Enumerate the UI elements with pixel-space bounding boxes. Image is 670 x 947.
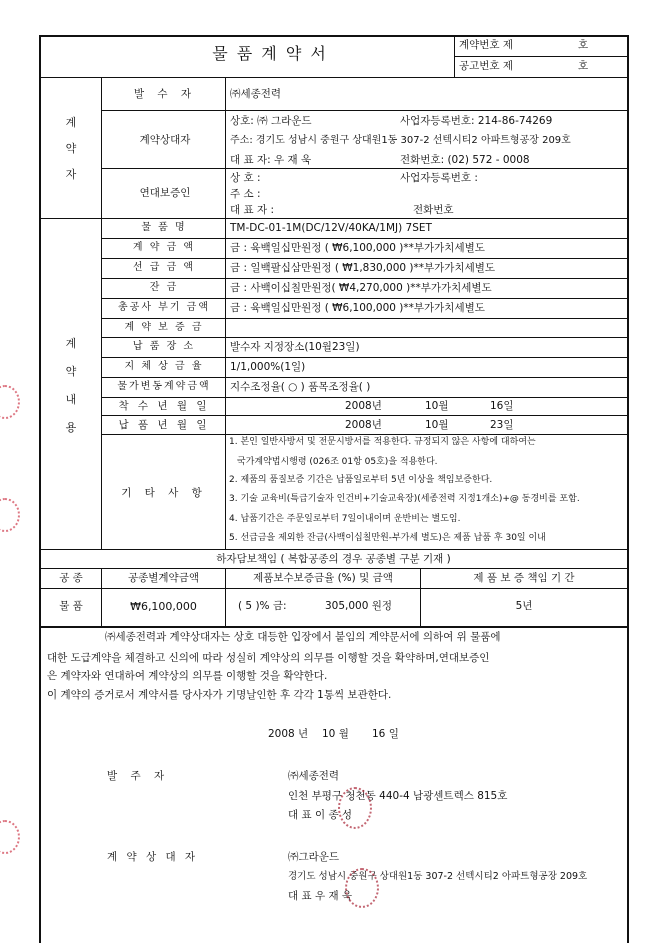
- term-value: 1/1,000%(1일): [230, 361, 306, 373]
- guarantor-company: 상 호 :: [230, 172, 261, 184]
- other-item: 국가계약법시행령 (026조 01항 05호)을 적용한다.: [237, 457, 438, 467]
- counterparty-label: 계약상대자: [139, 134, 191, 146]
- row-line: [101, 258, 628, 259]
- term-label: 선 급 금 액: [132, 262, 196, 273]
- term-label: 물가변동계약금액: [117, 381, 211, 392]
- notice-no-suffix: 호: [578, 60, 589, 72]
- counterparty-phone: 전화번호: (02) 572 - 0008: [400, 154, 530, 166]
- counterparty-regno: 사업자등록번호: 214-86-74269: [400, 115, 553, 127]
- body-line: 이 계약의 증거로서 계약서를 당사자가 기명날인한 후 각각 1통씩 보관한다.: [47, 689, 392, 701]
- row-line: [101, 415, 628, 416]
- row-line: [101, 357, 628, 358]
- term-value: 금 : 육백일십만원정 ( ₩6,100,000 )**부가가치세별도: [230, 242, 485, 254]
- signing-day: 16 일: [372, 728, 399, 740]
- contract-no-label: 계약번호 제: [459, 39, 514, 51]
- body-line: ㈜세종전력과 계약상대자는 상호 대등한 입장에서 붙임의 계약문서에 의하여 위 물품에: [105, 631, 501, 643]
- counterparty-company: 상호: ㈜ 그라운드: [230, 115, 312, 127]
- delivery-date-year: 2008년: [345, 419, 382, 431]
- page-title: 물 품 계 약 서: [212, 44, 328, 63]
- other-item: 2. 제품의 품질보증 기간은 납품일로부터 5년 이상을 책임보증한다.: [229, 475, 493, 485]
- counterparty-ceo: 대 표 자: 우 재 욱: [230, 154, 312, 166]
- body-line: 은 계약자와 연대하여 계약상의 의무를 이행할 것을 확약한다.: [47, 670, 328, 682]
- sig-counterparty-ceo: 대 표 우 재 욱: [288, 890, 353, 902]
- label-col-line: [225, 78, 226, 434]
- sig-counterparty-name: ㈜그라운드: [288, 851, 340, 863]
- warranty-row-rate: ( 5 )% 금:: [238, 600, 287, 612]
- row-line: [101, 397, 628, 398]
- term-value: 지수조정율( ○ ) 품목조정율( ): [230, 381, 371, 393]
- start-date-day: 16일: [490, 400, 514, 412]
- sig-orderer-ceo: 대 표 이 종 성: [288, 809, 353, 821]
- other-item: 3. 기술 교육비(특급기술자 인건비+기술교육장)(세종전력 지정1개소)+@ 동경비를 포함.: [229, 494, 580, 504]
- counterparty-seal: [345, 868, 379, 908]
- frame-left: [39, 35, 41, 943]
- term-label: 총공사 부기 금액: [118, 302, 210, 313]
- delivery-date-month: 10월: [425, 419, 449, 431]
- warranty-col-rate: 제품보수보증금율 (%) 및 금액: [253, 572, 393, 584]
- row-line: [101, 298, 628, 299]
- section-col-line: [101, 78, 102, 434]
- term-label: 물 품 명: [141, 222, 187, 233]
- signing-month: 10 월: [322, 728, 349, 740]
- term-value: 발수자 지정장소(10월23일): [230, 341, 360, 353]
- warranty-col-amount: 공종별계약금액: [127, 572, 199, 584]
- section-line: [39, 549, 628, 550]
- guarantor-label: 연대보증인: [139, 187, 191, 199]
- term-value: 금 : 육백일십만원정 ( ₩6,100,000 )**부가가치세별도: [230, 302, 485, 314]
- sig-orderer-address: 인천 부평구 청천동 440-4 남광센트렉스 815호: [288, 790, 508, 802]
- label-col-line: [225, 434, 226, 549]
- frame-right: [627, 35, 629, 943]
- margin-seal: [0, 820, 20, 854]
- sig-counterparty-address: 경기도 성남시 중원구 상대원1동 307-2 선텍시티2 아파트형공장 209호: [288, 871, 588, 882]
- header-mid-line: [454, 56, 628, 57]
- warranty-row-period: 5년: [515, 600, 533, 612]
- term-label: 지 체 상 금 율: [124, 361, 204, 372]
- frame-top: [39, 35, 628, 37]
- signing-year: 2008 년: [268, 728, 309, 740]
- row-line: [101, 434, 628, 435]
- start-date-year: 2008년: [345, 400, 382, 412]
- row-line: [101, 110, 628, 111]
- warranty-row-type: 물 품: [59, 600, 83, 612]
- sig-counterparty-label: 계 약 상 대 자: [107, 851, 199, 863]
- orderer-seal: [338, 787, 372, 829]
- start-date-label: 착 수 년 월 일: [118, 400, 210, 412]
- counterparty-address: 주소: 경기도 성남시 중원구 상대원1동 307-2 선텍시티2 아파트형공장 209호: [230, 135, 571, 146]
- term-label: 계 약 금 액: [132, 242, 196, 253]
- row-line: [39, 626, 628, 628]
- other-item: 1. 본인 일반사방서 및 전문시방서를 적용한다. 규정되지 않은 사항에 대하여는: [229, 437, 536, 447]
- warranty-row-amount: ₩6,100,000: [130, 600, 197, 613]
- warranty-row-rate-amount: 305,000 원정: [325, 600, 393, 612]
- row-line: [101, 337, 628, 338]
- row-line: [101, 318, 628, 319]
- term-label: 납 품 장 소: [132, 341, 196, 352]
- row-line: [101, 238, 628, 239]
- term-label: 잔 금: [149, 282, 179, 293]
- guarantor-phone: 전화번호: [413, 204, 454, 216]
- parties-section-label: 계약자: [65, 116, 77, 181]
- start-date-month: 10월: [425, 400, 449, 412]
- term-value: 금 : 사백이십칠만원정( ₩4,270,000 )**부가가치세별도: [230, 282, 492, 294]
- margin-seal: [0, 385, 20, 419]
- other-items-label: 기 타 사 항: [121, 487, 207, 499]
- guarantor-regno: 사업자등록번호 :: [400, 172, 478, 184]
- delivery-date-day: 23일: [490, 419, 514, 431]
- section-col-line: [101, 434, 102, 549]
- orderer-name: ㈜세종전력: [230, 88, 282, 100]
- guarantor-ceo: 대 표 자 :: [230, 204, 274, 216]
- term-value: 금 : 일백팔십삼만원정 ( ₩1,830,000 )**부가가치세별도: [230, 262, 496, 274]
- notice-no-label: 공고번호 제: [459, 60, 514, 72]
- row-line: [39, 588, 628, 589]
- delivery-date-label: 납 품 년 월 일: [118, 419, 210, 431]
- body-line: 대한 도급계약을 체결하고 신의에 따라 성실히 계약상의 의무를 이행할 것을 확약하며,연대보증인: [47, 652, 490, 664]
- term-label: 계 약 보 증 금: [124, 322, 204, 333]
- guarantor-address: 주 소 :: [230, 188, 261, 200]
- sig-orderer-label: 발 주 자: [107, 770, 170, 782]
- contract-no-suffix: 호: [578, 39, 589, 51]
- row-line: [101, 278, 628, 279]
- row-line: [101, 168, 628, 169]
- warranty-col-period: 제 품 보 증 책임 기 간: [473, 572, 575, 584]
- section-line: [39, 218, 628, 219]
- row-line: [101, 377, 628, 378]
- header-bottom-line: [39, 77, 628, 78]
- other-item: 5. 선급금을 제외한 잔금(사백이십칠만원-부가세 별도)은 제품 납품 후 30일 이내: [229, 533, 546, 543]
- other-item: 4. 납품기간은 주문일로부터 7일이내이며 운반비는 별도임.: [229, 514, 461, 524]
- warranty-col-type: 공 종: [59, 572, 83, 584]
- orderer-label: 발 수 자: [133, 88, 197, 100]
- terms-section-label: 계약내용: [65, 337, 77, 434]
- sig-orderer-name: ㈜세종전력: [288, 770, 340, 782]
- margin-seal: [0, 498, 20, 532]
- row-line: [39, 568, 628, 569]
- warranty-heading: 하자담보책임 ( 복합공종의 경우 공종별 구분 기재 ): [216, 553, 451, 565]
- term-value: TM-DC-01-1M(DC/12V/40KA/1MJ) 7SET: [230, 222, 432, 234]
